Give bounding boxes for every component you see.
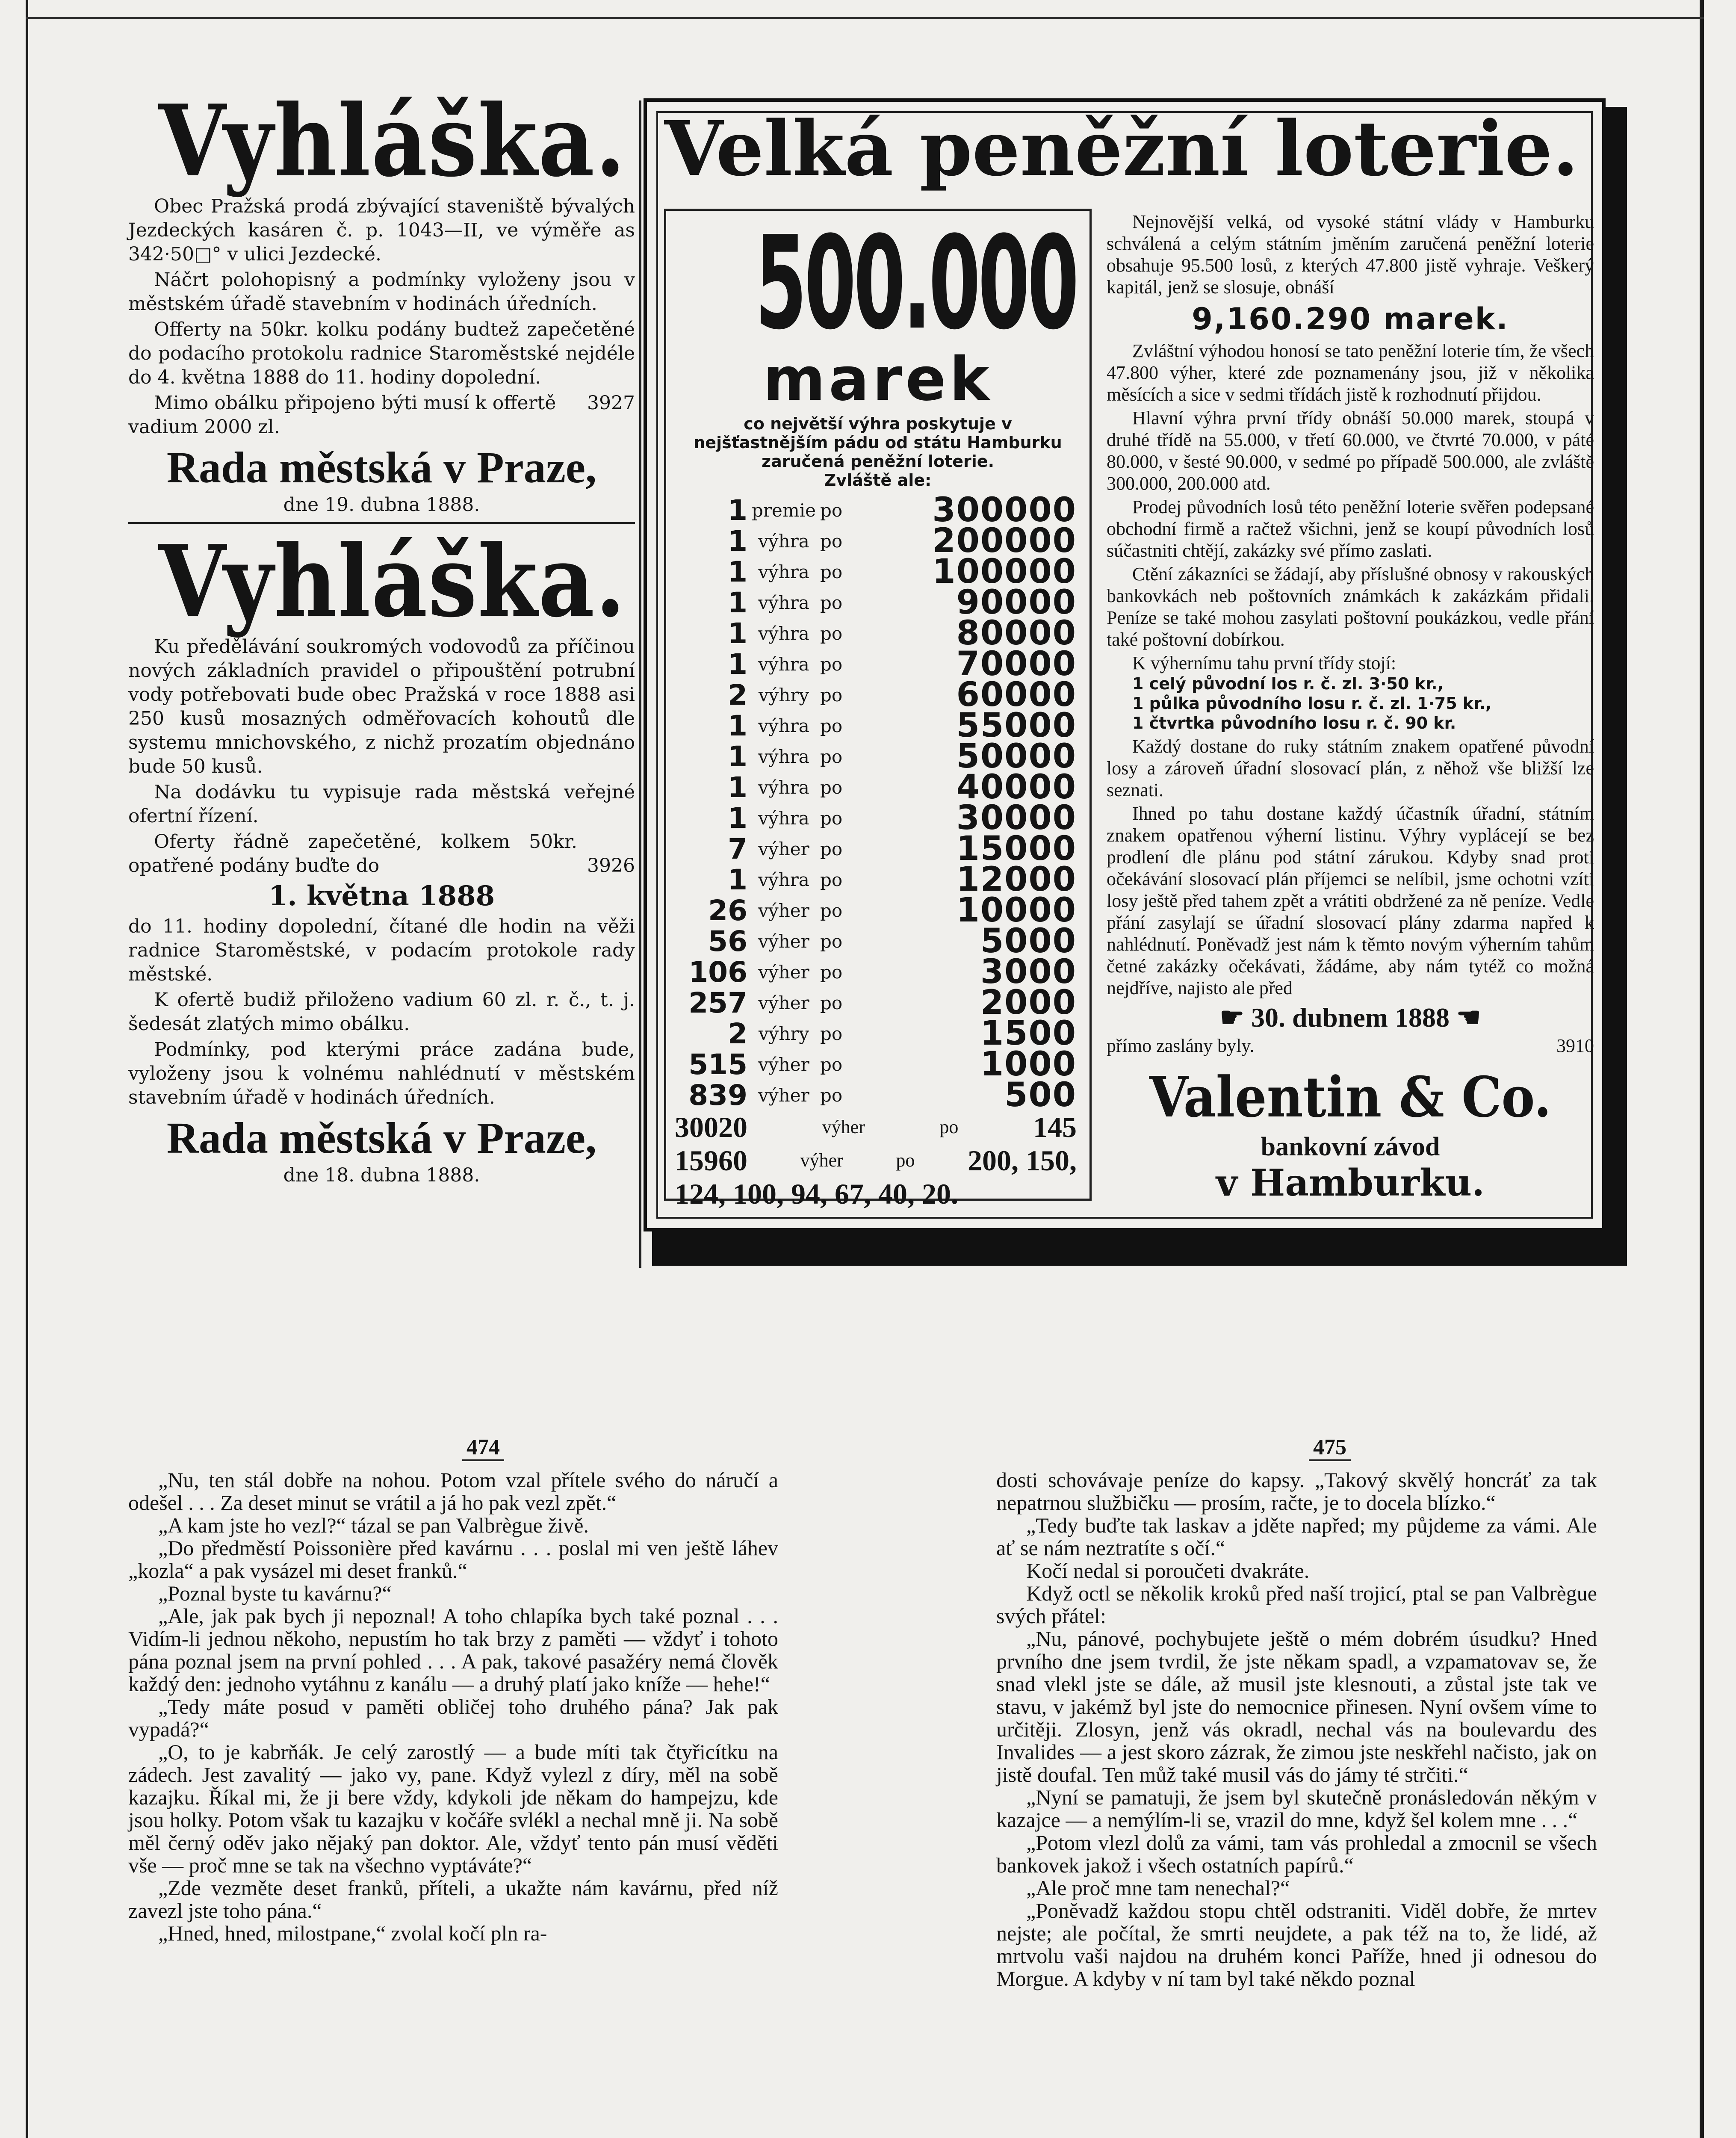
lottery-specially: Zvláště ale: <box>824 471 932 490</box>
prize-po: po <box>820 838 843 859</box>
prize-row <box>666 583 1089 622</box>
story-paragraph: „Ale, jak pak bych ji nepoznal! A toho chlapíka bych také poznal . . . Vidím-li jednou někoho, nepustím ho tak brzy z paměti — vždyť i tohoto pána poznal jsem na první pohled . . . A pak, takové pasažéry nemá člověk každý den: jednoho vytáhnu z kanálu — a druhý platí jako kníže — hehe!“ <box>128 1604 778 1696</box>
lottery-paragraph: Ctění zákazníci se žádají, aby příslušné obnosy v rakouských bankovkách neb poštovních známkách k zakázkám přidali. Peníze se také mohou zasylati poštovní poukázkou, vedle přání také poštovní dobírkou. <box>1107 564 1594 650</box>
prize-po: po <box>820 1084 843 1106</box>
prize-row <box>666 522 1089 560</box>
page-border-left <box>26 0 28 2138</box>
prize-count: 839 <box>688 1078 747 1112</box>
prize-amount: 50000 <box>956 737 1077 776</box>
lottery-paragraph: Nejnovější velká, od vysoké státní vlády v Hamburku schválená a celým státním jměním zaručená peněžní loterie obsahuje 95.500 losů, z kterých 47.800 jistě vyhraje. Veškerý kapitál, jenž se slosuje, obnáší <box>1107 211 1594 298</box>
prize-row <box>666 614 1089 653</box>
prize-count: 7 <box>728 832 747 865</box>
advert-paragraph: Oferty řádně zapečetěné, kolkem 50kr. opatřené podány buďte do <box>128 831 577 877</box>
prize-count: 1 <box>728 617 747 650</box>
prize-amount: 300000 <box>932 491 1077 529</box>
ticket-price: 1 celý původní los r. č. zl. 3·50 kr., <box>1132 674 1444 693</box>
prize-po: po <box>820 777 843 798</box>
prize-count: 1 <box>728 863 747 896</box>
prize-row <box>666 676 1089 714</box>
prize-amount: 12000 <box>956 860 1077 899</box>
prize-word: výhra <box>758 623 809 644</box>
prize-word: výher <box>758 992 809 1013</box>
prize-count: 1 <box>728 647 747 681</box>
prize-amount: 10000 <box>956 891 1077 930</box>
lottery-paragraph: K výhernímu tahu první třídy stojí: <box>1132 653 1396 673</box>
prize-row <box>666 1076 1089 1114</box>
prize-po: po <box>820 653 843 675</box>
story-paragraph: „Ale proč mne tam nenechal?“ <box>1026 1876 1290 1900</box>
order-deadline: ☛ 30. dubnem 1888 ☚ <box>1219 1002 1481 1033</box>
advert-title: Vyhláška. <box>159 83 626 199</box>
lottery-tagline: co největší výhra poskytuje v nejšťastnějším pádu od státu Hamburku zaručená peněžní loterie. <box>694 414 1062 471</box>
prize-tail-amounts: 124, 100, 94, 67, 40, 20. <box>675 1178 958 1210</box>
prize-panel <box>664 209 1092 1210</box>
pointing-hand-icon: ☚ <box>1450 1002 1481 1033</box>
prize-count: 257 <box>688 986 747 1019</box>
advert-title: Vyhláška. <box>159 524 626 639</box>
prize-po: po <box>820 715 843 736</box>
ticket-price: 1 půlka původního losu r. č. zl. 1·75 kr., <box>1132 694 1492 713</box>
prize-po: po <box>820 807 843 829</box>
prize-amount: 1000 <box>980 1045 1077 1084</box>
prize-po: po <box>820 961 843 983</box>
prize-count: 1 <box>728 801 747 835</box>
prize-word: výhra <box>758 653 809 675</box>
lottery-paragraph: Zvláštní výhodou honosí se tato peněžní loterie tím, že všech 47.800 výher, které zde poznamenány jsou, již v několika měsících a sice v sedmi třídách jistě k rozhodnutí přijdou. <box>1107 340 1594 405</box>
prize-word: výher <box>758 838 809 859</box>
prize-row <box>666 891 1089 930</box>
prize-count: 1 <box>728 493 747 527</box>
prize-po: po <box>820 1054 843 1075</box>
prize-amount: 200, 150, <box>967 1144 1077 1177</box>
prize-count: 1 <box>728 524 747 558</box>
prize-row <box>666 860 1089 899</box>
advert-paragraph: Ku předělávání soukromých vodovodů za příčinou nových základních pravidel o připouštění potrubní vody potřebovati bude obec Pražská v roce 1888 asi 250 kusů mosazných odměřovacích kohoutů dle systemu mnichovského, z nichž prozatím objednáno bude 50 kusů. <box>128 636 635 777</box>
prize-amount: 500 <box>1004 1076 1077 1114</box>
company-city: v Hamburku. <box>1216 1161 1485 1205</box>
prize-amount: 55000 <box>956 706 1077 745</box>
prize-count: 1 <box>728 740 747 773</box>
advert-paragraph: Obec Pražská prodá zbývající staveniště bývalých Jezdeckých kasáren č. p. 1043—II, ve výměře as 342·50□° v ulici Jezdecké. <box>128 195 635 265</box>
story-paragraph: Kočí nedal si poroučeti dvakráte. <box>1026 1559 1310 1583</box>
advert-ref-number: 3927 <box>587 392 635 414</box>
page-number-left: 474 <box>428 1435 539 1460</box>
prize-row <box>666 983 1089 1022</box>
advert-paragraph: Náčrt polohopisný a podmínky vyloženy jsou v městském úřadě stavebním v hodinách úředních. <box>128 269 635 315</box>
prize-count: 2 <box>728 678 747 712</box>
prize-row <box>666 552 1089 591</box>
pointing-hand-icon: ☛ <box>1219 1002 1251 1033</box>
advert-paragraph: Na dodávku tu vypisuje rada městská veřejné ofertní řízení. <box>128 781 635 827</box>
story-paragraph: „Tedy máte posud v paměti obličej toho druhého pána? Jak pak vypadá?“ <box>128 1695 778 1741</box>
prize-count: 1 <box>728 771 747 804</box>
prize-count: 15960 <box>675 1144 747 1177</box>
prize-word: výher <box>758 961 809 983</box>
prize-po: po <box>820 900 843 921</box>
prize-word: výher <box>758 900 809 921</box>
prize-amount: 40000 <box>956 768 1077 806</box>
prize-word: výhry <box>758 1023 809 1044</box>
prize-po: po <box>820 992 843 1013</box>
advert-sale <box>128 83 635 517</box>
lottery-text <box>1107 211 1594 1205</box>
story-paragraph: „Potom vlezl dolů za vámi, tam vás prohledal a zmocnil se všech bankovek jakož i všech ostatních papírů.“ <box>996 1831 1597 1877</box>
prize-amount: 30000 <box>956 799 1077 837</box>
story-paragraph: Když octl se několik kroků před naší trojicí, ptal se pan Valbrègue svých přátel: <box>996 1581 1597 1628</box>
lottery-advert <box>644 98 1606 1231</box>
prize-tail <box>666 1110 1089 1211</box>
prize-row <box>666 1014 1089 1053</box>
advert-paragraph: Mimo obálku připojeno býti musí k offertě vadium 2000 zl. <box>128 392 556 438</box>
advert-paragraph: Podmínky, pod kterými práce zadána bude, vyloženy jsou k volnému nahlédnutí v městském stavebním úřadě v hodinách úředních. <box>128 1039 635 1108</box>
company-name: Valentin & Co. <box>1149 1064 1552 1130</box>
prize-po: po <box>820 1023 843 1044</box>
prize-amount: 1500 <box>980 1014 1077 1053</box>
lottery-paragraph: přímo zaslány byly. <box>1107 1035 1255 1056</box>
prize-amount: 100000 <box>932 552 1077 591</box>
story-paragraph: „A kam jste ho vezl?“ tázal se pan Valbrègue živě. <box>158 1513 589 1537</box>
story-paragraph: „Hned, hned, milostpane,“ zvolal kočí pln ra- <box>158 1921 547 1945</box>
prize-amount: 90000 <box>956 583 1077 622</box>
prize-word: výher <box>822 1116 865 1137</box>
tender-deadline: 1. května 1888 <box>268 880 495 912</box>
story-column-right <box>996 1469 1597 1990</box>
lottery-title: Velká peněžní loterie. <box>664 104 1579 193</box>
prize-po: po <box>820 530 843 552</box>
story-paragraph: „Tedy buďte tak laskav a jděte napřed; my půjdeme za vámi. Ale ať se nám neztratíte s očí.“ <box>996 1513 1597 1560</box>
prize-po: po <box>820 930 843 952</box>
prize-word: výhra <box>758 715 809 736</box>
prize-row <box>666 491 1089 529</box>
prize-word: výhra <box>758 869 809 890</box>
prize-row <box>666 1045 1089 1084</box>
council-signature: Rada městská v Praze, <box>166 1113 597 1163</box>
advert-paragraph: K ofertě budiž přiloženo vadium 60 zl. r. č., t. j. šedesát zlatých mimo obálku. <box>128 989 635 1035</box>
prize-row <box>666 645 1089 683</box>
story-paragraph: „Poněvadž každou stopu chtěl odstraniti. Viděl dobře, že mrtev nejste; ale počítal, že smrti neujdete, a pak též na to, že lidé, až mrtvolu vaši najdou na druhém konci Paříže, hned ji odnesou do Morgue. A kdyby v ní tam byl také někdo poznal <box>996 1899 1597 1990</box>
lottery-paragraph: Každý dostane do ruky státním znakem opatřené původní losy a zároveň úřadní slosovací plán, z něhož vše bližší lze seznati. <box>1107 736 1594 800</box>
advert-ref-number: 3910 <box>1556 1035 1594 1056</box>
prize-po: po <box>896 1150 915 1171</box>
story-paragraph: „Do předměstí Poissonière před kavárnu . . . poslal mi ven ještě láhev „kozla“ a pak vysázel mi deset franků.“ <box>128 1536 778 1583</box>
prize-word: výher <box>758 1084 809 1106</box>
prize-amount: 5000 <box>980 922 1077 960</box>
page-border-right <box>1700 0 1704 2138</box>
page-number-right: 475 <box>1274 1435 1385 1460</box>
company-type: bankovní závod <box>1261 1132 1440 1161</box>
story-paragraph: „Nyní se pamatuji, že jsem byl skutečně pronásledován někým v kazajce — a nemýlím-li se, vrazil do mne, když šel kolem mne . . .“ <box>996 1785 1597 1832</box>
council-signature: Rada městská v Praze, <box>166 443 597 492</box>
prize-word: výhra <box>758 561 809 582</box>
story-paragraph: „Zde vezměte deset franků, příteli, a ukažte nám kavárnu, před níž zavezl jste toho pána.“ <box>128 1876 778 1922</box>
story-paragraph: „Poznal byste tu kavárnu?“ <box>158 1581 392 1605</box>
prize-word: výher <box>758 930 809 952</box>
story-paragraph: „Nu, ten stál dobře na nohou. Potom vzal přítele svého do náručí a odešel . . . Za deset minut se vrátil a já ho pak vezl zpět.“ <box>128 1468 778 1515</box>
prize-word: výhra <box>758 746 809 767</box>
story-paragraph: „Nu, pánové, pochybujete ještě o mém dobrém úsudku? Hned prvního dne jsem tvrdil, že jste někam spadl, a vzpamatovav se, že snad vlekl jste se dále, až musil jste klesnouti, a zůstal jste tak ve stavu, v jakémž byl jste do nemocnice přinesen. Nyní ovšem víme to určitěji. Zlosyn, jenž vás okradl, nechal vás na boulevardu des Invalides — a jest skoro zázrak, že zimou jste neskřehl načisto, jak on jistě doufal. Ten můž také musil vás do jámy té strčiti.“ <box>996 1627 1597 1787</box>
prize-amount: 60000 <box>956 676 1077 714</box>
prize-row <box>666 953 1089 991</box>
jackpot-unit: marek <box>763 345 993 414</box>
prize-count: 106 <box>688 955 747 989</box>
advert-date: dne 19. dubna 1888. <box>283 494 480 516</box>
advert-paragraph: do 11. hodiny dopolední, čítané dle hodin na věži radnice Staroměstské, v podacím protokole rady městské. <box>128 915 635 985</box>
advert-column <box>128 83 635 1187</box>
prize-amount: 200000 <box>932 522 1077 560</box>
jackpot-amount: 500.000 <box>755 209 1077 358</box>
advert-date: dne 18. dubna 1888. <box>283 1164 480 1186</box>
prize-row <box>666 830 1089 868</box>
prize-count: 1 <box>728 709 747 742</box>
advert-tender <box>128 524 635 1187</box>
prize-list <box>666 491 1089 1114</box>
prize-po: po <box>820 499 843 521</box>
prize-amount: 15000 <box>956 830 1077 868</box>
prize-count: 26 <box>708 894 747 927</box>
prize-word: premie <box>752 499 816 521</box>
prize-po: po <box>820 623 843 644</box>
prize-word: výher <box>800 1150 843 1171</box>
prize-amount: 70000 <box>956 645 1077 683</box>
prize-amount: 80000 <box>956 614 1077 653</box>
prize-count: 30020 <box>675 1111 747 1143</box>
prize-count: 515 <box>688 1048 747 1081</box>
prize-po: po <box>820 684 843 706</box>
lottery-paragraph: Prodej původních losů této peněžní loterie svěřen podepsané obchodní firmě a račtež všichni, jenž se koupí původních losů súčastniti chtějí, zakázky své přímo zaslati. <box>1107 496 1594 561</box>
prize-count: 1 <box>728 555 747 588</box>
lottery-capital: 9,160.290 marek. <box>1192 301 1509 337</box>
prize-word: výhry <box>758 684 809 706</box>
prize-amount: 145 <box>1033 1111 1077 1143</box>
advert-ref-number: 3926 <box>587 855 635 877</box>
page-border-top <box>26 17 1704 19</box>
prize-po: po <box>820 746 843 767</box>
story-paragraph: „O, to je kabrňák. Je celý zarostlý — a bude míti tak čtyřicítku na zádech. Jest zavalitý — jako vy, pane. Když vylezl z díry, měl na sobě kazajku. Říkal mi, že ji bere vždy, kdykoli jde někam do hampejzu, kde jsou holky. Potom však tu kazajku v kočáře svlékl a nechal mně ji. Na sobě měl černý oděv jako nějaký pan doktor. Ale, vždyť tento pán musí věděti vše — proč mne se tak na všechno vyptáváte?“ <box>128 1740 778 1877</box>
prize-amount: 3000 <box>980 953 1077 991</box>
prize-word: výhra <box>758 807 809 829</box>
prize-po: po <box>820 592 843 613</box>
advert-paragraph: Offerty na 50kr. kolku podány budtež zapečetěné do podacího protokolu radnice Staroměstské nejdéle do 4. května 1888 do 11. hodiny dopolední. <box>128 319 635 388</box>
prize-word: výhra <box>758 530 809 552</box>
prize-row <box>666 768 1089 806</box>
prize-row <box>666 922 1089 960</box>
lottery-paragraph: Hlavní výhra první třídy obnáší 50.000 marek, stoupá v druhé třídě na 55.000, v třetí 60.000, ve čtvrté 70.000, v páté 80.000, v šesté 90.000, v sedmé po případě 500.000, ale zvláště 300.000, 200.000 atd. <box>1107 408 1594 494</box>
prize-row <box>666 706 1089 745</box>
prize-word: výhra <box>758 777 809 798</box>
prize-word: výher <box>758 1054 809 1075</box>
prize-row <box>666 737 1089 776</box>
prize-count: 2 <box>728 1017 747 1050</box>
prize-po: po <box>820 869 843 890</box>
story-column-left <box>128 1469 778 1945</box>
ticket-price: 1 čtvrtka původního losu r. č. 90 kr. <box>1132 714 1456 732</box>
prize-po: po <box>820 561 843 582</box>
prize-amount: 2000 <box>980 983 1077 1022</box>
prize-row <box>666 799 1089 837</box>
story-paragraph: dosti schovávaje peníze do kapsy. „Takový skvělý honcráť za tak nepatrnou službičku — prosím, račte, je to docela blízko.“ <box>996 1468 1597 1515</box>
prize-po: po <box>939 1116 959 1137</box>
prize-count: 56 <box>708 924 747 958</box>
prize-word: výhra <box>758 592 809 613</box>
column-rule <box>639 100 641 1268</box>
lottery-paragraph: Ihned po tahu dostane každý účastník úřadní, státním znakem opatřenou výherní listinu. Výhry vyplácejí se bez prodlení dle plánu pod státní zárukou. Kdyby snad proti očekávání slosovací plán příjemci se nelíbil, jsme ochotni vzíti losy ještě před tahem zpět a vrátiti obdržené za ně peníze. Vedle přání zasylají se úřadní slosovací plány zdarma napřed k nahlédnutí. Poněvadž jest nám k těmto novým výherním tahům četné zakázky očekávati, žádáme, aby nám tytéž co možná nejdříve, najisto ale před <box>1107 803 1594 998</box>
prize-count: 1 <box>728 586 747 619</box>
